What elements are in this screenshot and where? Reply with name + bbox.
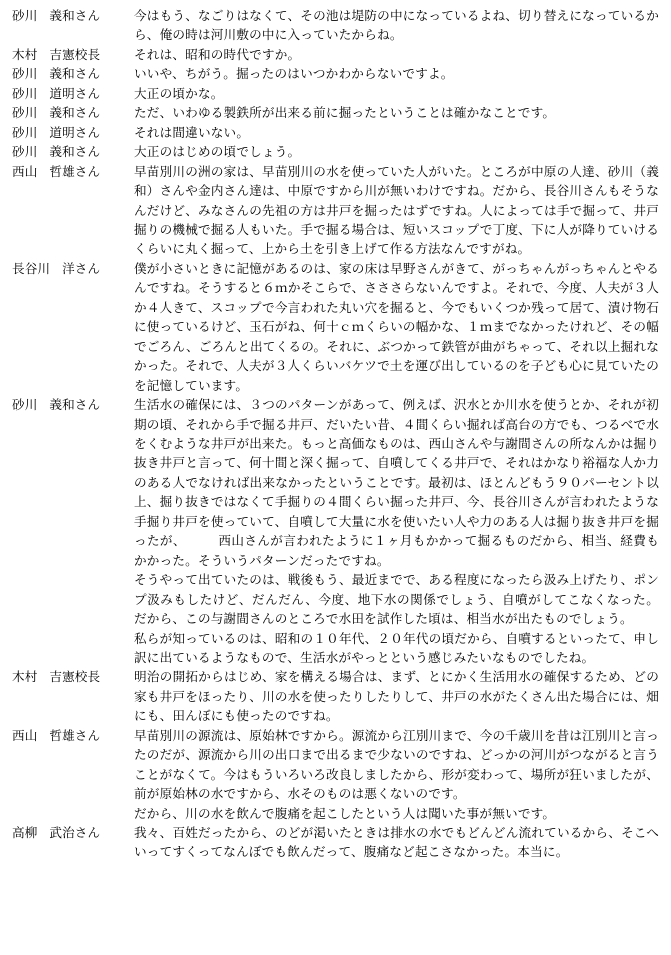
speaker-given-name: 義和さん — [49, 397, 101, 413]
transcript-row — [12, 45, 662, 64]
transcript-row — [12, 64, 662, 83]
speech-paragraph: 今はもう、なごりはなくて、その池は堤防の中になっているよね、切り替えになっているから、俺の時は河川敷の中に入っていたからね。 — [134, 8, 659, 43]
speech-paragraph: 早苗別川の洲の家は、早苗別川の水を使っていた人がいた。ところが中原の人達、砂川（義和）さんや金内さん達は、中原ですから川が無いわけですね。だから、長谷川さんもそうなんだけど、みなさんの先祖の方は井戸を掘ったはずですね。人によっては手で掘って、井戸掘りの機械で掘る人もいた。手で掘る場合は、短いスコップで丁度、下に人が降りていけるくらいに丸く掘って、上から土を引き上げて作る方法なんですがね。 — [134, 163, 659, 257]
speaker-name — [12, 142, 134, 161]
speaker-given-name: 武治さん — [49, 825, 101, 841]
speaker-name — [12, 123, 134, 142]
transcript-rows — [12, 6, 662, 862]
transcript-row — [12, 823, 662, 862]
speech-text — [134, 162, 659, 259]
transcript-row — [12, 123, 662, 142]
speech-paragraph: いいや、ちがう。掘ったのはいつかわからないですよ。 — [134, 66, 454, 82]
speaker-surname: 砂川 — [12, 8, 38, 23]
speech-paragraph: 我々、百姓だったから、のどが渇いたときは排水の水でもどんどん流れているから、そこへいってすくってなんぼでも飲んだって、腹痛など起こさなかった。本当に。 — [134, 825, 659, 860]
speech-paragraph: 僕が小さいときに記憶があるのは、家の床は早野さんがきて、がっちゃんがっちゃんとやるんですね。そうすると６ｍかそこらで、さささらないんですよ。それで、今度、人夫が３人か４人きて、スコップで今言われた丸い穴を掘ると、今でもいくつか残って居て、漬け物石に使っているけど、玉石がね、何十ｃｍくらいの幅かな、１ｍまでなかったけれど、その幅でごろん、ごろんと出てくるの。それに、ぶつかって鉄管が曲がちゃって、それ以上掘れなかった。それで、人夫が３人くらいバケツで土を運び出しているのを子ども心に見ていたのを記憶しています。 — [134, 260, 659, 393]
speech-text — [134, 84, 659, 103]
speaker-given-name: 義和さん — [49, 144, 101, 160]
speech-paragraph: 大正の頃かな。 — [134, 85, 224, 101]
speaker-given-name: 義和さん — [49, 105, 101, 121]
transcript-row — [12, 142, 662, 161]
speech-text — [134, 103, 659, 122]
speaker-surname: 木村 — [12, 669, 38, 685]
speaker-name — [12, 259, 134, 278]
speech-text — [134, 259, 659, 395]
speech-paragraph: 大正のはじめの頃でしょう。 — [134, 144, 301, 160]
speaker-name — [12, 103, 134, 122]
speaker-surname: 木村 — [12, 46, 38, 62]
speaker-surname: 高柳 — [12, 825, 38, 841]
speaker-name — [12, 395, 134, 414]
speaker-name — [12, 45, 134, 64]
transcript-row — [12, 726, 662, 823]
speech-paragraph: 明治の開拓からはじめ、家を構える場合は、まず、とにかく生活用水の確保するため、どの家も井戸をほったり、川の水を使ったりしたりして、井戸の水がたくさん出た場合には、畑にも、田んぼにも使ったのですね。 — [134, 669, 659, 724]
transcript-row — [12, 6, 662, 45]
speech-text — [134, 123, 659, 142]
speaker-surname: 砂川 — [12, 124, 38, 140]
speaker-surname: 西山 — [12, 727, 38, 743]
speaker-surname: 砂川 — [12, 397, 38, 413]
speaker-given-name: 洋さん — [62, 260, 101, 276]
speech-paragraph: だから、川の水を飲んで腹痛を起こしたという人は聞いた事が無いです。 — [134, 805, 556, 821]
transcript-row — [12, 103, 662, 122]
speaker-surname: 砂川 — [12, 66, 38, 82]
speaker-given-name: 道明さん — [49, 85, 101, 101]
speech-text — [134, 6, 659, 45]
transcript-row — [12, 84, 662, 103]
speech-text — [134, 726, 659, 823]
speech-paragraph: 生活水の確保には、３つのパターンがあって、例えば、沢水とか川水を使うとか、それが初期の頃、それから手で掘る井戸、だいたい昔、４間くらい掘れば高台の方でも、つるべで水をくむような井戸が出来た。もっと高価なものは、西山さんや与謝間さんの所なんかは掘り抜き井戸と言って、何十間と深く掘って、自噴してくる井戸で、それはかなり裕福な人か力のある人でなければ出来なかったということです。最初は、ほとんどもう９０パーセント以上、掘り抜きではなくて手掘りの４間くらい掘った井戸、今、長谷川さんが言われたような手掘り井戸を使っていて、自噴して大量に水を使いたい人や力のある人は掘り抜き井戸を掘ったが、 西山さんが言われたように１ヶ月もかかって掘るものだから、相当、経費もかかった。そういうパターンだったですね。 — [134, 397, 659, 568]
speaker-surname: 長谷川 — [12, 260, 51, 276]
speaker-given-name: 義和さん — [49, 66, 101, 82]
speaker-name — [12, 64, 134, 83]
speaker-given-name: 吉憲校長 — [49, 669, 101, 685]
speech-paragraph: それは、昭和の時代ですか。 — [134, 46, 301, 62]
speech-text — [134, 142, 659, 161]
speaker-given-name: 義和さん — [49, 8, 101, 23]
speaker-name — [12, 84, 134, 103]
speech-paragraph: 私らが知っているのは、昭和の１０年代、２０年代の頃だから、自噴するといったて、申し訳に出ているようなもので、生活水がやっとという感じみたいなものでしたね。 — [134, 630, 659, 665]
speaker-given-name: 道明さん — [49, 124, 101, 140]
transcript-row — [12, 395, 662, 667]
speech-paragraph: 早苗別川の源流は、原始林ですから。源流から江別川まで、今の千歳川を昔は江別川と言ったのだが、源流から川の出口まで出るまで少ないのですね、どっかの河川がつながると言うことがなくて。今はもういろいろ改良しましたから、形が変わって、場所が狂いましたが、前が原始林の水ですから、水そのものは悪くないのです。 — [134, 727, 659, 802]
speaker-surname: 砂川 — [12, 85, 38, 101]
speaker-surname: 砂川 — [12, 144, 38, 160]
speech-text — [134, 64, 659, 83]
speaker-surname: 西山 — [12, 163, 38, 179]
speech-paragraph: そうやって出ていたのは、戦後もう、最近までで、ある程度になったら汲み上げたり、ポンプ汲みもしたけど、だんだん、今度、地下水の関係でしょう、自噴がしてこなくなった。だから、この与謝間さんのところで水田を試作した頃は、相当水が出たものでしょう。 — [134, 572, 659, 627]
speech-text — [134, 823, 659, 862]
speaker-name — [12, 667, 134, 686]
speaker-name — [12, 823, 134, 842]
speech-text — [134, 395, 659, 667]
speaker-given-name: 哲雄さん — [49, 163, 101, 179]
speech-text — [134, 667, 659, 725]
transcript-row — [12, 259, 662, 395]
speaker-name — [12, 6, 134, 25]
transcript-row — [12, 667, 662, 725]
speaker-name — [12, 726, 134, 745]
speaker-name — [12, 162, 134, 181]
speech-paragraph: ただ、いわゆる製鉄所が出来る前に掘ったということは確かなことです。 — [134, 105, 556, 121]
speech-paragraph: それは間違いない。 — [134, 124, 250, 140]
speech-text — [134, 45, 659, 64]
speaker-surname: 砂川 — [12, 105, 38, 121]
speaker-given-name: 哲雄さん — [49, 727, 101, 743]
transcript-row — [12, 162, 662, 259]
speaker-given-name: 吉憲校長 — [49, 46, 101, 62]
